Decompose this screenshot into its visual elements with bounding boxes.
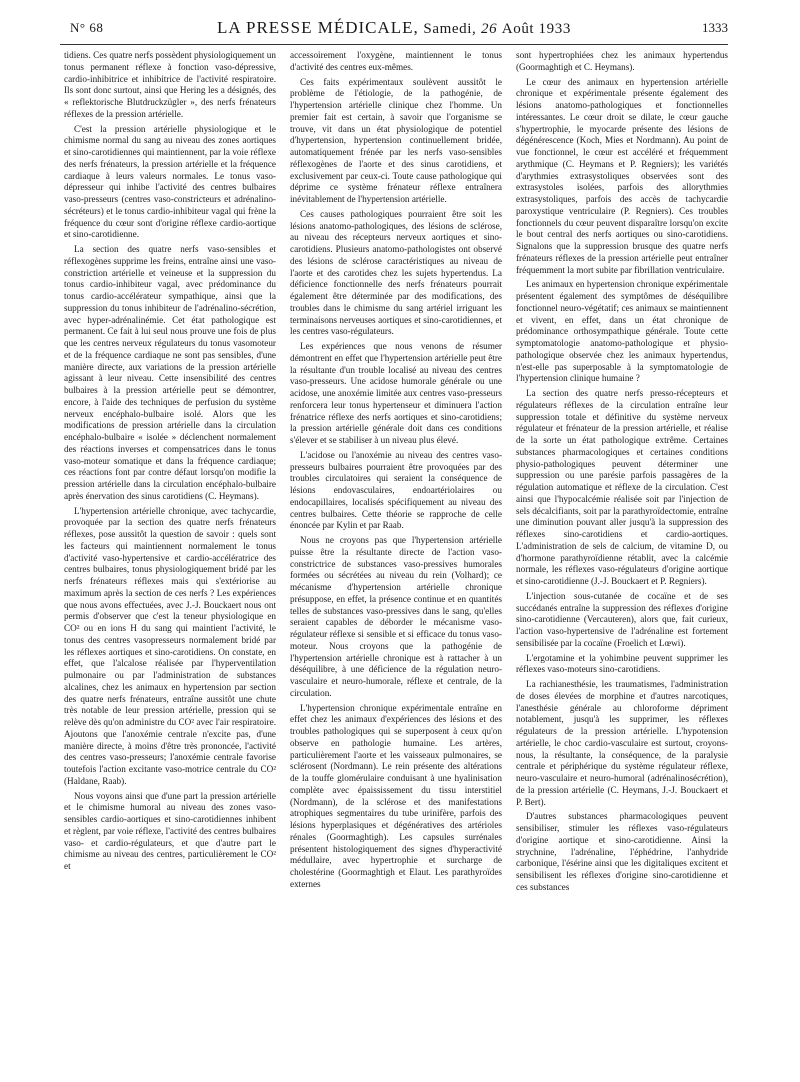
paragraph: Les expériences que nous venons de résumer démontrent en effet que l'hypertension artérielle peut être la résultante d'un trouble localisé au niveau des centres vaso-presseurs. Une acidose humorale générale ou une acidose, une anoxémie limitée aux centres vaso-presseurs renforcera leur tonus hypertenseur et diminuera l'action frénatrice réflexe des nerfs aortiques et sino-carotidiens; la pression artérielle générale doit dans ces conditions s'élever et se stabiliser à un niveau plus élevé.	[290, 341, 502, 445]
paragraph: La rachianesthésie, les traumatismes, l'administration de doses élevées de morphine et d'autres narcotiques, l'anesthésie générale au chloroforme dépriment notablement, jusqu'à les supprimer, les réflexes régulateurs de la pression artérielle. L'hypotension artérielle, le choc cardio-vasculaire est surtout, croyons-nous, la résultante, la conséquence, de la paralysie centrale et périphérique du système régulateur réflexe, neuro-vasculaire et neuro-humoral (adrénalinosécrétion), de la pression artérielle (C. Heymans, J.-J. Bouckaert et P. Bert).	[516, 679, 728, 807]
journal-title-line	[60, 18, 728, 38]
journal-name: LA PRESSE MÉDICALE,	[217, 18, 419, 37]
paragraph: L'injection sous-cutanée de cocaïne et de ses succédanés entraîne la suppression des réflexes d'origine sino-carotidienne (Vercauteren), alors que, fait curieux, l'action vaso-hypertensive de l'adrénaline est fortement sensibilisée par la cocaïne (Froelich et Lœwi).	[516, 590, 728, 648]
date-prefix: Samedi,	[423, 21, 477, 37]
date-month-year: Août 1933	[501, 21, 571, 37]
paragraph: L'hypertension chronique expérimentale entraîne en effet chez les animaux d'expériences des lésions et des troubles pathologiques qui se superposent à ceux qu'on observe en pathologie humaine. Les artères, particulièrement l'aorte et les vaisseaux pulmonaires, se sclérosent (Nordmann). Le rein présente des altérations de la touffe glomérulaire conduisant à une hyalinisation complète avec épaississement du tissu interstitiel (Nordmann), de la sclérose et des manifestations atrophiques segmentaires du tube urinifère, parfois des lésions hyperplasiques et dégénératives des artérioles rénales (Goormaghtigh). Les capsules surrénales présentent histologiquement des signes d'hyperactivité médullaire, avec hypertrophie et surcharge de cholestérine (Goormaghtigh et Elaut. Les parathyroïdes externes	[290, 702, 502, 889]
article-body	[64, 50, 728, 1068]
date-day: 26	[480, 21, 498, 37]
paragraph: Nous ne croyons pas que l'hypertension artérielle puisse être la résultante directe de l'action vaso-constrictrice de substances vaso-pressives humorales formées ou sécrétées au niveau du rein (Volhard); ce mécanisme d'hypertension artérielle chronique présuppose, en effet, la présence continue et en quantités telles de substances vaso-pressives dans le sang, qu'elles seraient capables de déborder le mécanisme vaso-régulateur réflexe si sensible et si efficace du tonus vaso-moteur. Nous croyons que la pathogénie de l'hypertension artérielle chronique est à rattacher à un déséquilibre, à une déficience de la régulation neuro-vasculaire et neuro-humorale, réflexe et centrale, de la circulation.	[290, 535, 502, 698]
paragraph: L'hypertension artérielle chronique, avec tachycardie, provoquée par la section des quatre nerfs frénateurs réflexes, pose aussitôt la question de savoir : quels sont les facteurs qui maintiennent normalement le tonus d'activité vaso-hypertensive et cardio-accélératrice des centres bulbaires, tonus physiologiquement bridé par les nerfs frénateurs réflexes mais qui s'extériorise au maximum après la section de ces nerfs ? Les expériences que nous avons effectuées, avec J.-J. Bouckaert nous ont permis d'observer que c'est la teneur physiologique en CO² ou en ions H du sang qui maintient l'activité, le tonus des centres vasopresseurs normalement bridé par les réflexes aortiques et sino-carotidiens. On constate, en effet, que l'alcalose réalisée par l'hyperventilation pulmonaire ou par l'administration de substances alcalines, chez les animaux en hypertension par section des quatre nerfs frénateurs, entraîne aussitôt une chute très notable de leur pression artérielle, pression qui se relève dès qu'on administre du CO² avec l'air respiratoire. Ajoutons que l'anoxémie centrale n'excite pas, d'une manière directe, à moins d'être très prononcée, l'activité des centres vaso-presseurs; l'anoxémie centrale favorise toutefois l'action excitante vaso-motrice centrale du CO² (Haldane, Raab).	[64, 505, 276, 786]
page-number: 1333	[702, 20, 728, 35]
header-rule	[60, 44, 728, 45]
paragraph: La section des quatre nerfs vaso-sensibles et réflexogènes supprime les freins, entraîne ainsi une vaso-constriction artérielle et veineuse et la suppression du tonus cardio-inhibiteur vagal, avec prédominance du tonus cardio-accélérateur sympathique, ainsi que la suppression du tonus inhibiteur de l'adrénalino-sécrétion, avec hyper-adrénalinémie. Cet état pathologique est permanent. Ce fait à lui seul nous prouve une fois de plus que les centres nerveux régulateurs du tonus vasomoteur et de la fréquence cardiaque ne sont pas sensibles, d'une manière directe, aux variations de la pression artérielle agissant à leur niveau. Cette insensibilité des centres bulbaires à la pression artérielle peut se démontrer, encore, à l'aide des techniques de perfusion du système nerveux encéphalo-bulbaire isolé. Alors que les modifications de pression artérielle dans la circulation encéphalo-bulbaire « isolée » déclenchent normalement des réactions inverses et compensatrices dans le tonus vaso-moteur somatique et dans la fréquence cardiaque; ces réactions font par contre défaut lorsqu'on modifie la pression artérielle dans la circulation encéphalo-bulbaire après énervation des sinus carotidiens (C. Heymans).	[64, 244, 276, 501]
paragraph: tidiens. Ces quatre nerfs possèdent physiologiquement un tonus permanent réflexe à fonction vaso-dépressive, cardio-inhibitrice et inhibitrice de l'activité respiratoire. Ils sont donc surtout, ainsi que Hering les a désignés, des « reflektorische Blutdruckzügler », des nerfs frénateurs réflexes de la pression artérielle.	[64, 50, 276, 119]
paragraph: Ces causes pathologiques pourraient être soit les lésions anatomo-pathologiques, des lésions de sclérose, au niveau des récepteurs nerveux aortiques et sino-carotidiens. Plusieurs anatomo-pathologistes ont observé des lésions de sclérose caractéristiques au niveau de l'aorte et des carotides chez les sujets hypertendus. La déficience fonctionnelle des nerfs frénateurs pourrait également être déterminée par des modifications, des troubles dans le chimisme du sang artériel irriguant les terminaisons nerveuses aortiques et sino-carotidiennes, et les centres vaso-régulateurs.	[290, 208, 502, 337]
paragraph: Le cœur des animaux en hypertension artérielle chronique et expérimentale présente également des lésions anatomo-pathologiques et fonctionnelles intéressantes. Le cœur droit se dilate, le cœur gauche s'hypertrophie, le myocarde présente des lésions de dégénérescence (Koch, Mies et Nordmann). Au point de vue fonctionnel, le cœur est accéléré et fréquemment arythmique (C. Heymans et P. Regniers); les variétés d'arythmies extrasystoliques observées sont des extrasystoles isolées, parfois des allorythmies extrasystoliques, parfois des accès de tachycardie paroxystique ventriculaire (P. Regniers). Ces troubles fonctionnels du cœur peuvent disparaître lorsqu'on excite le bout central des nerfs aortiques ou sino-carotidiens. Signalons que la suppression brusque des quatre nerfs frénateurs réflexes de la pression artérielle peut entraîner fréquemment la mort subite par fibrillation ventriculaire.	[516, 76, 728, 275]
text-column-1	[64, 50, 276, 1068]
paragraph: accessoirement l'oxygène, maintiennent le tonus d'activité des centres eux-mêmes.	[290, 50, 502, 72]
paragraph: sont hypertrophiées chez les animaux hypertendus (Goormaghtigh et C. Heymans).	[516, 50, 728, 72]
paragraph: D'autres substances pharmacologiques peuvent sensibiliser, stimuler les réflexes vaso-régulateurs d'origine aortique et sino-carotidienne. Ainsi la strychnine, l'adrénaline, l'éphédrine, l'anhydride carbonique, l'ésérine ainsi que les digitaliques excitent et sensibilisent les réflexes d'origine sino-carotidienne et ces substances	[516, 811, 728, 892]
page-header	[60, 18, 728, 42]
paragraph: L'ergotamine et la yohimbine peuvent supprimer les réflexes vaso-moteurs sino-carotidiens.	[516, 652, 728, 675]
text-column-2	[290, 50, 502, 1068]
text-column-3	[516, 50, 728, 1068]
paragraph: Ces faits expérimentaux soulèvent aussitôt le problème de l'étiologie, de la pathogénie, de l'hypertension artérielle clinique chez l'homme. Un premier fait est certain, à savoir que l'organisme se trouve, vit dans un état physiologique de potentiel d'hypertension, hypertension continuellement bridée, automatiquement frénée par les nerfs vaso-sensibles réflexogènes de l'aorte et des sinus carotidiens, et exclusivement par ceux-ci. Toute cause pathologique qui déprime ce système frénateur réflexe entraînera inévitablement de l'hypertension artérielle.	[290, 76, 502, 204]
paragraph: La section des quatre nerfs presso-récepteurs et régulateurs réflexes de la circulation entraîne leur suppression totale et définitive du système nerveux régulateur et frénateur de la pression artérielle, et réalise de la sorte un état pathologique extrême. Certaines substances pharmacologiques et certaines conditions physio-pathologiques peuvent déterminer une suppression ou une parésie parfois passagères de la régulation automatique et réflexe de la circulation. C'est ainsi que l'hypocalcémie réalisée soit par l'injection de sels décalcifiants, soit par la parathyroïdectomie, entraîne une diminution pouvant aller jusqu'à la suppression des réflexes sino-carotidiens et cardio-aortiques. L'administration de sels de calcium, de vitamine D, ou d'hormone parathyroïdienne rétablit, avec la calcémie normale, les réflexes vaso-régulateurs d'origine aortique et sino-carotidienne (J.-J. Bouckaert et P. Regniers).	[516, 388, 728, 586]
paragraph: Les animaux en hypertension chronique expérimentale présentent également des symptômes de déséquilibre fonctionnel neuro-végétatif; ces animaux se maintiennent et vivent, en effet, dans un état chronique de prédominance orthosympathique générale. Toute cette symptomatologie anatomo-pathologique et physio-pathologique observée chez les animaux hypertendus, n'est-elle pas superposable à la symptomatologie de l'hypertension clinique humaine ?	[516, 279, 728, 384]
paragraph: L'acidose ou l'anoxémie au niveau des centres vaso-presseurs bulbaires pourraient être provoquées par des troubles circulatoires qui seraient la conséquence de lésions endovasculaires, endoartériolaires ou endocapillaires, localisés spécifiquement au niveau des centres bulbaires. Cette théorie se rapproche de celle énoncée par Kylin et par Raab.	[290, 449, 502, 531]
paragraph: Nous voyons ainsi que d'une part la pression artérielle et le chimisme humoral au niveau des zones vaso-sensibles cardio-aortiques et sino-carotidiennes inhibent et règlent, par voie réflexe, l'activité des centres bulbaires vaso- et cardio-régulateurs, et que d'autre part le chimisme au niveau des centres, particulièrement le CO² et	[64, 790, 276, 871]
paragraph: C'est la pression artérielle physiologique et le chimisme normal du sang au niveau des zones aortiques et sino-carotidiennes qui maintiennent, par la voie réflexe des nerfs frénateurs, la pression artérielle et la fréquence cardiaque à leurs valeurs normales. Le tonus vaso-dépresseur qui inhibe l'activité des centres bulbaires vaso-presseurs (centres vaso-constricteurs et adrénalino-sécréteurs) et le tonus cardio-inhibiteur vagal qui frène la fréquence du cœur sont d'origine réflexe cardio-aortique et sino-carotidienne.	[64, 123, 276, 240]
issue-number: N° 68	[70, 20, 104, 35]
